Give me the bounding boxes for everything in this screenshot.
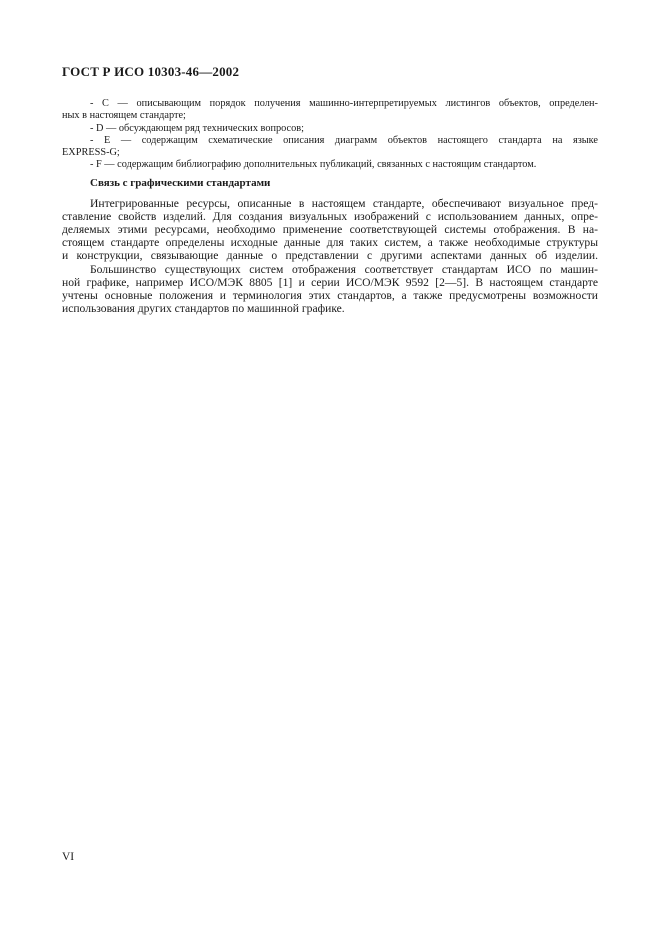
- paragraph-line: использования других стандартов по машинной графике.: [62, 302, 345, 315]
- paragraph-line: ставление свойств изделий. Для создания визуальных изображений с использованием данных, опре-: [62, 210, 598, 223]
- list-item-d: - D — обсуждающем ряд технических вопросов;: [90, 123, 304, 134]
- page-number: VI: [62, 851, 75, 863]
- paragraph-line: деляемых этими ресурсами, необходимо применение соответствующей системы отображения. В на-: [62, 223, 598, 236]
- paragraph-line: ной графике, например ИСО/МЭК 8805 [1] и серии ИСО/МЭК 9592 [2—5]. В настоящем стандарте: [62, 276, 598, 289]
- paragraph-line: стоящем стандарте определены исходные данные для таких систем, а также необходимые структуры: [62, 236, 598, 249]
- document-header: ГОСТ Р ИСО 10303-46—2002: [62, 64, 240, 79]
- paragraph-line: Большинство существующих систем отображения соответствует стандартам ИСО по машин-: [90, 263, 598, 276]
- list-item-e-cont: EXPRESS-G;: [62, 147, 120, 158]
- list-item-e: - E — содержащим схематические описания диаграмм объектов настоящего стандарта на языке: [90, 135, 598, 146]
- section-heading: Связь с графическими стандартами: [90, 177, 271, 189]
- list-item-f: - F — содержащим библиографию дополнительных публикаций, связанных с настоящим стандартом.: [90, 159, 537, 170]
- paragraph-line: учтены основные положения и терминология этих стандартов, а также предусмотрены возможности: [62, 289, 598, 302]
- list-item-c: - C — описывающим порядок получения машинно-интерпретируемых листингов объектов, определен-: [90, 98, 598, 109]
- list-item-c-cont: ных в настоящем стандарте;: [62, 110, 186, 121]
- paragraph-line: и конструкции, связывающие данные о представлении с другими аспектами данных об изделии.: [62, 249, 598, 262]
- paragraph-line: Интегрированные ресурсы, описанные в настоящем стандарте, обеспечивают визуальное пред-: [90, 197, 598, 210]
